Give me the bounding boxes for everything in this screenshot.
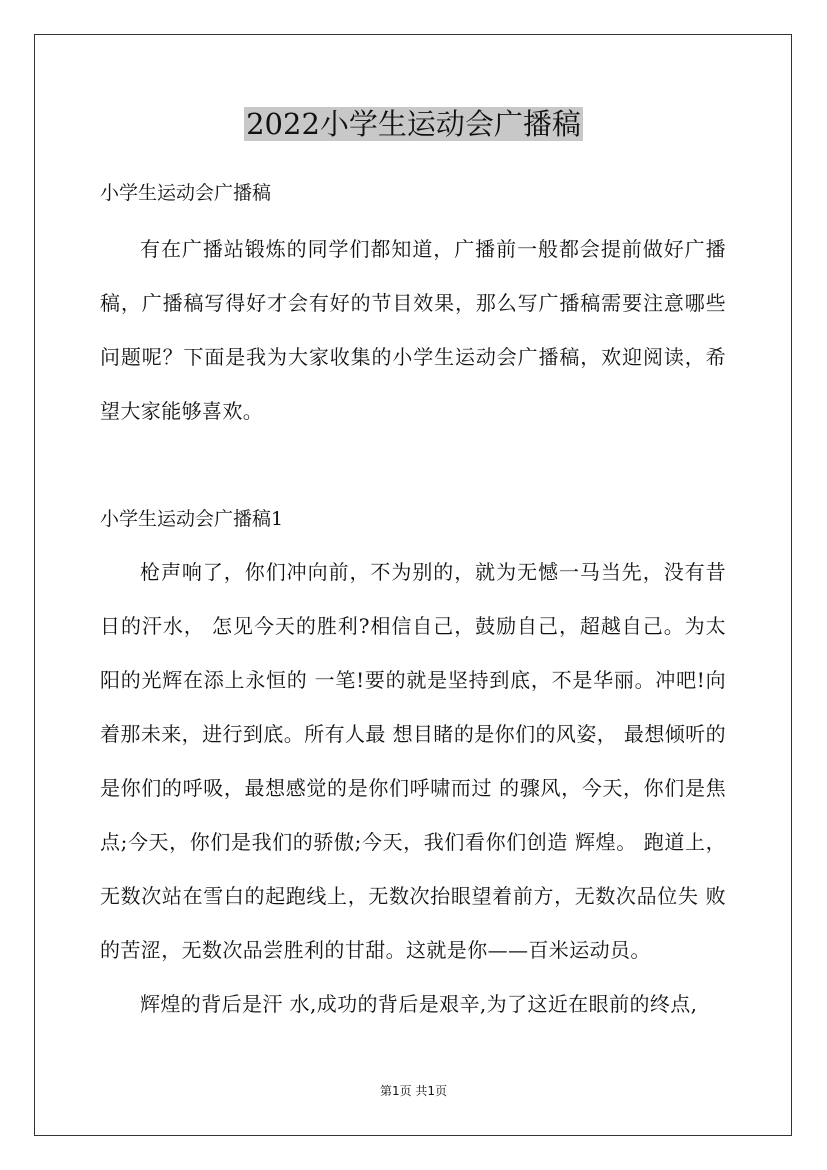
section1-paragraph-1: 枪声响了，你们冲向前，不为别的，就为无憾一马当先，没有昔日的汗水， 怎见今天的胜利?相信自己，鼓励自己，超越自己。为太阳的光辉在添上永恒的 一笔!要的就是坚持到底，不是华丽。冲吧!向着那未来，进行到底。所有人最 想目睹的是你们的风姿， 最想倾听的是你们的呼吸，最想感觉的是你们呼啸而过 的骤风，今天，你们是焦点;今天，你们是我们的骄傲;今天，我们看你们创造 辉煌。 跑道上，无数次站在雪白的起跑线上，无数次抬眼望着前方，无数次品位失 败的苦涩，无数次品尝胜利的甘甜。这就是你——百米运动员。: [100, 560, 726, 962]
document-title: [0, 104, 827, 144]
intro-paragraph: 有在广播站锻炼的同学们都知道，广播前一般都会提前做好广播稿，广播稿写得好才会有好的节目效果，那么写广播稿需要注意哪些问题呢？下面是我为大家收集的小学生运动会广播稿，欢迎阅读，希望大家能够喜欢。: [100, 237, 726, 423]
section1-paragraph-2: 辉煌的背后是汗 水,成功的背后是艰辛,为了这近在眼前的终点,: [140, 992, 698, 1016]
document-title-text: 2022小学生运动会广播稿: [246, 107, 581, 141]
section1-heading: 小学生运动会广播稿1: [100, 508, 284, 530]
page-number-label: 第1页 共1页: [379, 1084, 448, 1098]
page-footer: [0, 1082, 827, 1100]
intro-heading: 小学生运动会广播稿: [100, 182, 272, 204]
